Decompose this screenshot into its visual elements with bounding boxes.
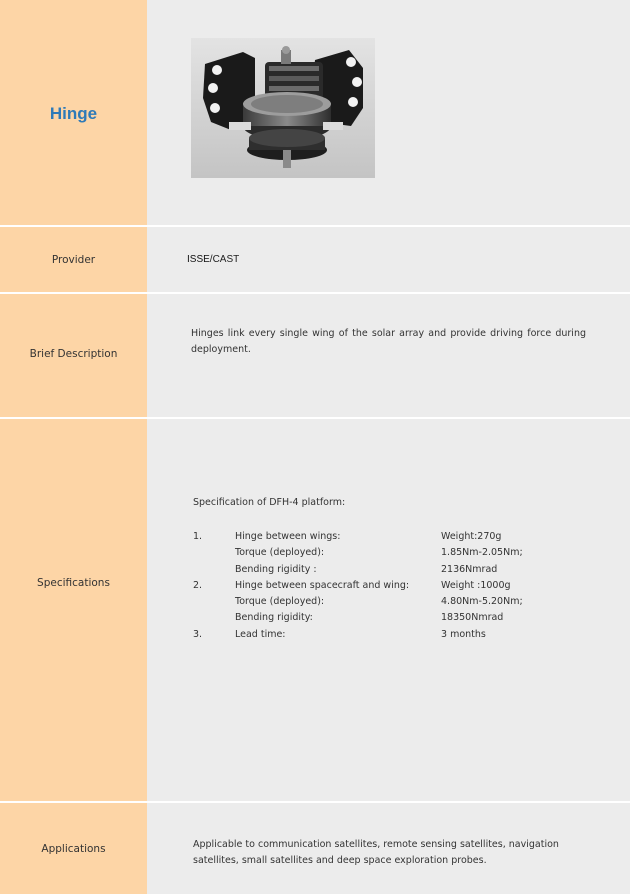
- spec-label: Bending rigidity :: [235, 563, 317, 575]
- spec-row: [193, 627, 553, 643]
- row-divider: [0, 417, 630, 419]
- spec-label: Hinge between spacecraft and wing:: [235, 579, 410, 591]
- specifications-label: Specifications: [37, 577, 110, 589]
- spec-label: Hinge between wings:: [235, 531, 341, 542]
- row-divider: [0, 225, 630, 227]
- applications-text: Applicable to communication satellites, remote sensing satellites, navigation satellites, small satellites and deep space exploration probes.: [193, 839, 559, 866]
- spec-list: [193, 529, 553, 643]
- spec-number: 2.: [193, 579, 203, 591]
- label-column: [0, 0, 147, 894]
- spec-label: Bending rigidity:: [235, 612, 313, 624]
- spec-number: 3.: [193, 628, 203, 640]
- description-label: Brief Description: [29, 348, 118, 360]
- spec-label: Lead time:: [235, 628, 286, 640]
- provider-secondary: /CAST: [209, 254, 240, 265]
- spec-value: 18350Nmrad: [441, 612, 504, 624]
- spec-heading: Specification of DFH-4 platform:: [193, 497, 346, 508]
- provider-primary: ISSE: [187, 254, 210, 265]
- spec-row: [193, 578, 553, 594]
- hinge-photo: [191, 38, 375, 178]
- spec-value: 2136Nmrad: [441, 563, 498, 575]
- product-title: Hinge: [49, 104, 98, 123]
- spec-label: Torque (deployed):: [235, 596, 325, 608]
- description-text: Hinges link every single wing of the solar array and provide driving force during deployment.: [191, 328, 586, 355]
- spec-value: 3 months: [441, 628, 486, 640]
- spec-value: Weight :1000g: [441, 579, 511, 591]
- provider-value: [187, 254, 239, 265]
- row-divider: [0, 801, 630, 803]
- spec-value: 1.85Nm-2.05Nm;: [441, 547, 523, 559]
- spec-label: Torque (deployed):: [235, 547, 325, 559]
- applications-label: Applications: [41, 843, 106, 855]
- spec-value: 4.80Nm-5.20Nm;: [441, 596, 523, 608]
- row-divider: [0, 292, 630, 294]
- spec-number: 1.: [193, 531, 203, 542]
- spec-row: [193, 545, 553, 561]
- spec-row: [193, 562, 553, 578]
- spec-value: Weight:270g: [441, 531, 502, 542]
- spec-row: [193, 610, 553, 626]
- spec-row: [193, 594, 553, 610]
- provider-label: Provider: [51, 254, 96, 266]
- spec-row: [193, 529, 553, 545]
